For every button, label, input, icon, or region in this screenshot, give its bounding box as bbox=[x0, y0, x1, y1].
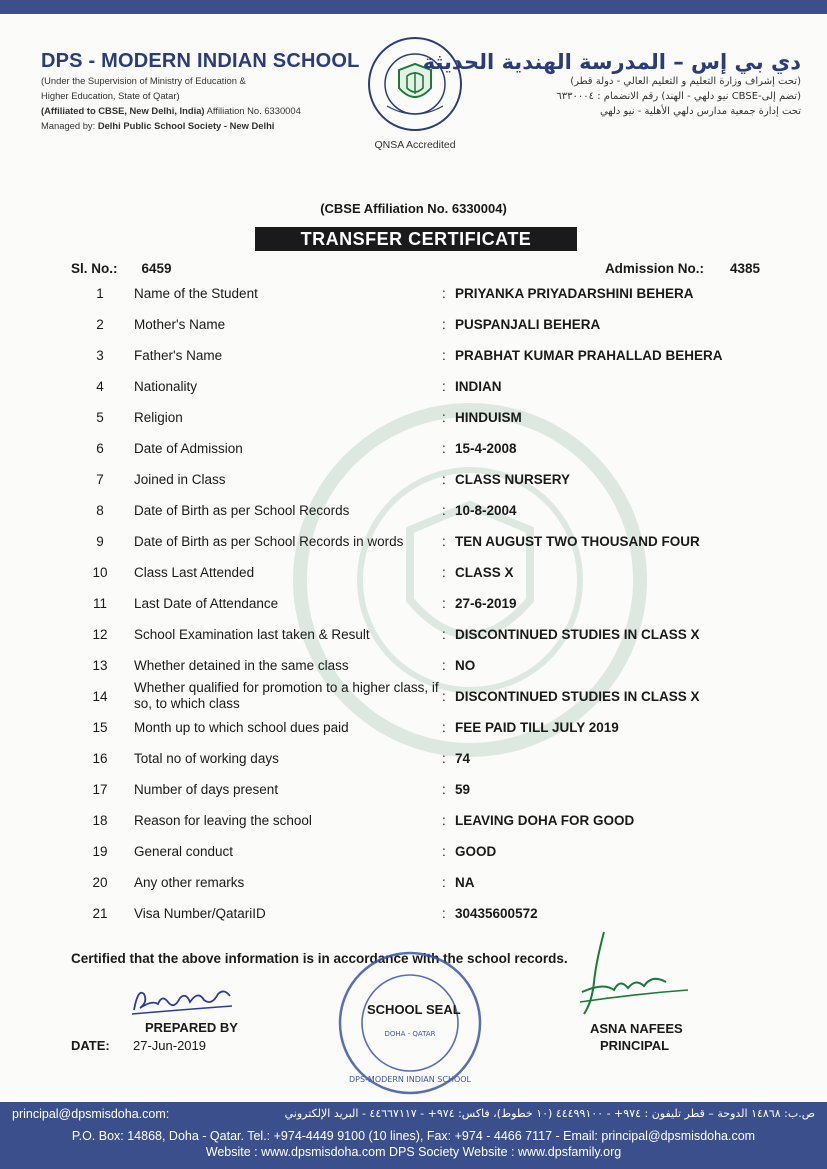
header-arabic bbox=[422, 50, 801, 119]
school-seal-stamp bbox=[337, 950, 483, 1096]
row-colon: : bbox=[442, 782, 446, 797]
row-number: 12 bbox=[92, 627, 108, 642]
row-11 bbox=[0, 588, 827, 619]
row-number: 2 bbox=[96, 317, 104, 332]
row-label: Whether qualified for promotion to a higher class, if so, to which class bbox=[134, 680, 439, 711]
principal-title: PRINCIPAL bbox=[600, 1038, 670, 1053]
cbse-affiliation: (CBSE Affiliation No. 6330004) bbox=[320, 201, 507, 216]
row-label: Date of Birth as per School Records in words bbox=[134, 534, 404, 549]
arabic-line-3: تحت إدارة جمعية مدارس دلهي الأهلية - نيو دلهي bbox=[599, 106, 801, 117]
date-value: 27-Jun-2019 bbox=[133, 1038, 206, 1053]
row-colon: : bbox=[442, 658, 446, 673]
supervision-line-2: Higher Education, State of Qatar) bbox=[41, 90, 180, 101]
row-number: 5 bbox=[96, 410, 104, 425]
row-colon: : bbox=[442, 534, 446, 549]
affiliation-number: Affiliation No. 6330004 bbox=[204, 105, 301, 116]
row-colon: : bbox=[442, 720, 446, 735]
row-label: Month up to which school dues paid bbox=[134, 720, 349, 735]
row-label: School Examination last taken & Result bbox=[134, 627, 370, 642]
row-number: 3 bbox=[96, 348, 104, 363]
row-colon: : bbox=[442, 410, 446, 425]
row-value: CLASS NURSERY bbox=[455, 472, 571, 487]
row-label: Joined in Class bbox=[134, 472, 226, 487]
row-value: GOOD bbox=[455, 844, 497, 859]
row-colon: : bbox=[442, 875, 446, 890]
row-17 bbox=[0, 774, 827, 805]
date-label: DATE: bbox=[71, 1038, 110, 1053]
managed-label: Managed by: bbox=[41, 120, 98, 131]
row-4 bbox=[0, 371, 827, 402]
row-value: INDIAN bbox=[455, 379, 502, 394]
row-10 bbox=[0, 557, 827, 588]
row-colon: : bbox=[442, 565, 446, 580]
row-colon: : bbox=[442, 286, 446, 301]
affiliation-bold: (Affiliated to CBSE, New Delhi, India) bbox=[41, 105, 205, 116]
row-21 bbox=[0, 898, 827, 929]
row-7 bbox=[0, 464, 827, 495]
school-name: DPS - MODERN INDIAN SCHOOL bbox=[41, 50, 360, 72]
row-label: Mother's Name bbox=[134, 317, 226, 332]
row-number: 8 bbox=[96, 503, 104, 518]
row-value: 27-6-2019 bbox=[455, 596, 517, 611]
row-number: 14 bbox=[92, 689, 108, 704]
row-label: Number of days present bbox=[134, 782, 279, 797]
prepared-by-label: PREPARED BY bbox=[145, 1020, 238, 1035]
row-number: 10 bbox=[92, 565, 108, 580]
row-colon: : bbox=[442, 596, 446, 611]
principal-name: ASNA NAFEES bbox=[590, 1021, 683, 1036]
row-number: 18 bbox=[92, 813, 108, 828]
row-value: 74 bbox=[455, 751, 471, 766]
row-1 bbox=[0, 278, 827, 309]
row-label: Nationality bbox=[134, 379, 198, 394]
row-19 bbox=[0, 836, 827, 867]
row-number: 4 bbox=[96, 379, 104, 394]
row-colon: : bbox=[442, 689, 446, 704]
row-label: Last Date of Attendance bbox=[134, 596, 279, 611]
row-12 bbox=[0, 619, 827, 650]
row-number: 21 bbox=[92, 906, 108, 921]
row-5 bbox=[0, 402, 827, 433]
certificate-title: TRANSFER CERTIFICATE bbox=[255, 227, 577, 251]
row-label: Class Last Attended bbox=[134, 565, 255, 580]
row-value: PUSPANJALI BEHERA bbox=[455, 317, 601, 332]
row-16 bbox=[0, 743, 827, 774]
row-number: 11 bbox=[92, 596, 107, 611]
serial-number bbox=[71, 261, 172, 276]
school-seal-label: SCHOOL SEAL bbox=[367, 1002, 461, 1017]
row-colon: : bbox=[442, 503, 446, 518]
row-value: 10-8-2004 bbox=[455, 503, 517, 518]
row-label: Religion bbox=[134, 410, 183, 425]
row-label: Reason for leaving the school bbox=[134, 813, 312, 828]
svg-text:DOHA - QATAR: DOHA - QATAR bbox=[384, 1030, 436, 1038]
row-value: PRABHAT KUMAR PRAHALLAD BEHERA bbox=[455, 348, 723, 363]
row-label: Name of the Student bbox=[134, 286, 258, 301]
row-colon: : bbox=[442, 441, 446, 456]
row-value: 59 bbox=[455, 782, 471, 797]
svg-text:DPS-MODERN INDIAN SCHOOL: DPS-MODERN INDIAN SCHOOL bbox=[348, 1075, 472, 1084]
row-value: NO bbox=[455, 658, 476, 673]
row-number: 20 bbox=[92, 875, 108, 890]
row-number: 6 bbox=[96, 441, 104, 456]
accreditation: QNSA Accredited bbox=[374, 139, 456, 151]
serial-label: Sl. No.: bbox=[71, 261, 118, 276]
preparer-signature bbox=[128, 980, 238, 1020]
supervision-line-1: (Under the Supervision of Ministry of Education & bbox=[41, 75, 246, 86]
managed-by: Delhi Public School Society - New Delhi bbox=[97, 120, 275, 131]
row-label: Date of Birth as per School Records bbox=[134, 503, 350, 518]
arabic-line-1: (تحت إشراف وزارة التعليم و التعليم العالي - دولة قطر) bbox=[570, 76, 801, 87]
affiliation-line bbox=[41, 103, 361, 118]
row-value: FEE PAID TILL JULY 2019 bbox=[455, 720, 619, 735]
header-english bbox=[41, 50, 361, 133]
admission-value: 4385 bbox=[729, 261, 760, 276]
row-value: PRIYANKA PRIYADARSHINI BEHERA bbox=[455, 286, 694, 301]
row-number: 9 bbox=[96, 534, 104, 549]
footer-websites: Website : www.dpsmisdoha.com DPS Society Website : www.dpsfamily.org bbox=[205, 1145, 622, 1159]
row-8 bbox=[0, 495, 827, 526]
footer-address: P.O. Box: 14868, Doha - Qatar. Tel.: +974-4449 9100 (10 lines), Fax: +974 - 4466 7117 - Email: principal@dpsmisdoha.com bbox=[71, 1129, 756, 1143]
row-value: HINDUISM bbox=[455, 410, 522, 425]
row-colon: : bbox=[442, 627, 446, 642]
row-9 bbox=[0, 526, 827, 557]
row-label: General conduct bbox=[134, 844, 234, 859]
row-label: Visa Number/QatariID bbox=[134, 906, 266, 921]
row-number: 19 bbox=[92, 844, 108, 859]
admission-label: Admission No.: bbox=[604, 261, 704, 276]
row-6 bbox=[0, 433, 827, 464]
managed-line bbox=[41, 118, 361, 133]
row-number: 7 bbox=[96, 472, 104, 487]
row-label: Date of Admission bbox=[134, 441, 243, 456]
row-colon: : bbox=[442, 844, 446, 859]
row-15 bbox=[0, 712, 827, 743]
row-colon: : bbox=[442, 472, 446, 487]
row-value: 15-4-2008 bbox=[455, 441, 517, 456]
footer-email: principal@dpsmisdoha.com: bbox=[12, 1107, 170, 1121]
row-label: Father's Name bbox=[134, 348, 223, 363]
row-number: 15 bbox=[92, 720, 108, 735]
row-13 bbox=[0, 650, 827, 681]
serial-value: 6459 bbox=[141, 261, 172, 276]
row-label: Any other remarks bbox=[134, 875, 245, 890]
row-colon: : bbox=[442, 379, 446, 394]
row-value: LEAVING DOHA FOR GOOD bbox=[455, 813, 635, 828]
row-18 bbox=[0, 805, 827, 836]
admission-number bbox=[605, 261, 760, 276]
row-number: 17 bbox=[92, 782, 108, 797]
row-label: Total no of working days bbox=[134, 751, 279, 766]
row-20 bbox=[0, 867, 827, 898]
row-colon: : bbox=[442, 906, 446, 921]
row-14 bbox=[0, 681, 827, 712]
footer bbox=[0, 1102, 827, 1169]
arabic-line-2: (تضم إلى-CBSE نيو دلهي - الهند) رقم الانضمام : ٦٣٣٠٠٠٤ bbox=[556, 91, 801, 102]
row-colon: : bbox=[442, 317, 446, 332]
top-band bbox=[0, 0, 827, 14]
row-colon: : bbox=[442, 751, 446, 766]
principal-signature bbox=[574, 922, 694, 1022]
row-value: 30435600572 bbox=[455, 906, 538, 921]
row-value: CLASS X bbox=[455, 565, 514, 580]
certification-statement: Certified that the above information is in accordance with the school records. bbox=[71, 951, 568, 966]
footer-arabic-address: ص.ب: ١٤٨٦٨ الدوحة – قطر تليفون : ٩٧٤+ - ٤٤٤٩٩١٠٠ (١٠ خطوط)، فاكس: ٩٧٤+ - ٤٤٦٦٧١١٧ - البريد الإلكتروني bbox=[284, 1107, 815, 1120]
row-value: DISCONTINUED STUDIES IN CLASS X bbox=[455, 689, 700, 704]
row-3 bbox=[0, 340, 827, 371]
school-name-arabic: دي بي إس – المدرسة الهندية الحديثة bbox=[422, 50, 801, 74]
row-colon: : bbox=[442, 348, 446, 363]
row-number: 13 bbox=[92, 658, 108, 673]
row-number: 16 bbox=[92, 751, 108, 766]
row-label: Whether detained in the same class bbox=[134, 658, 349, 673]
row-2 bbox=[0, 309, 827, 340]
row-colon: : bbox=[442, 813, 446, 828]
row-number: 1 bbox=[96, 286, 104, 301]
row-value: NA bbox=[455, 875, 475, 890]
row-value: DISCONTINUED STUDIES IN CLASS X bbox=[455, 627, 700, 642]
row-value: TEN AUGUST TWO THOUSAND FOUR bbox=[455, 534, 700, 549]
